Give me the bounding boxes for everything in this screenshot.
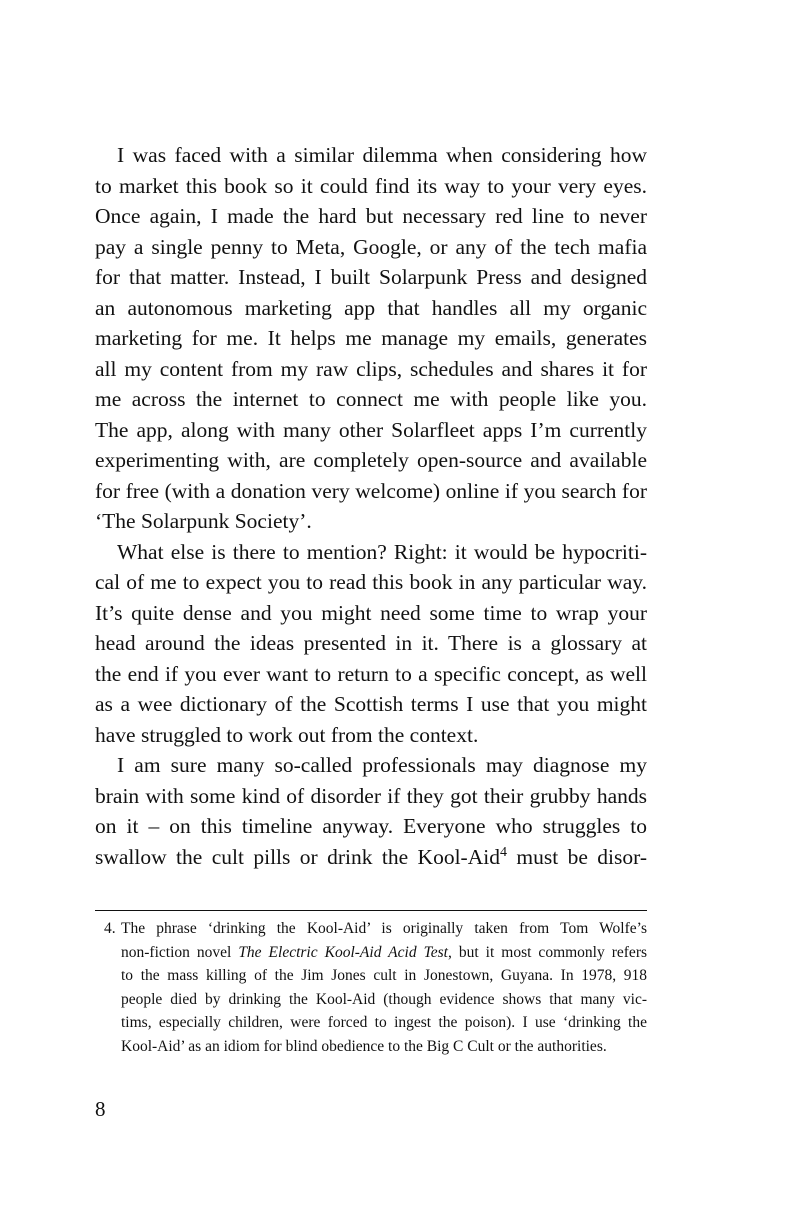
footnote-reference: 4 xyxy=(499,844,507,860)
paragraph-line: an autonomous marketing app that handles all my organic xyxy=(95,295,647,320)
paragraph-line: head around the ideas presented in it. There is a glossary at xyxy=(95,631,647,655)
footnote-text: non-fiction novel xyxy=(121,943,239,961)
paragraph-line: I was faced with a similar dilemma when considering how xyxy=(117,143,647,167)
paragraph-line: for free (with a donation very welcome) online if you search for xyxy=(95,478,647,503)
paragraph-line: marketing for me. It helps me manage my emails, generates xyxy=(95,326,647,350)
paragraph-line: Once again, I made the hard but necessary red line to never xyxy=(95,204,647,228)
footnote-divider xyxy=(95,910,647,911)
line-text: must be disor- xyxy=(516,844,648,869)
paragraph-line: ‘The Solarpunk Society’. xyxy=(95,509,312,533)
paragraph-line: brain with some kind of disorder if they got their grubby hands xyxy=(95,783,647,808)
footnote-line: tims, especially children, were forced to ingest the poison). I use ‘drinking the xyxy=(121,1014,647,1031)
paragraph-line: on it – on this timeline anyway. Everyone who struggles to xyxy=(95,814,647,838)
book-title: The Electric Kool-Aid Acid Test xyxy=(238,943,448,961)
line-text: swallow the cult pills or drink the Kool-Aid xyxy=(95,844,500,869)
footnote-line xyxy=(104,941,647,965)
footnote-text: The phrase ‘drinking the Kool-Aid’ is originally taken from Tom Wolfe’s xyxy=(121,920,647,937)
paragraph-line: me across the internet to connect me with people like you. xyxy=(95,387,647,411)
paragraph-line xyxy=(95,842,647,873)
paragraph-line: pay a single penny to Meta, Google, or any of the tech mafia xyxy=(95,234,647,259)
paragraph-line: all my content from my raw clips, schedules and shares it for xyxy=(95,356,647,381)
footnote-number: 4. xyxy=(104,920,116,937)
body-text xyxy=(95,140,647,872)
footnote-line: Kool-Aid’ as an idiom for blind obedience to the Big C Cult or the authorities. xyxy=(121,1037,607,1055)
paragraph-line: I am sure many so-called professionals may diagnose my xyxy=(117,753,647,777)
paragraph-line: for that matter. Instead, I built Solarpunk Press and designed xyxy=(95,265,647,289)
paragraph-line: cal of me to expect you to read this book in any particular way. xyxy=(95,570,647,594)
paragraph-line: to market this book so it could find its way to your very eyes. xyxy=(95,173,647,198)
footnote-line xyxy=(104,917,647,941)
footnote xyxy=(104,917,647,1058)
paragraph-line: What else is there to mention? Right: it would be hypocriti- xyxy=(117,539,647,564)
footnote-line: to the mass killing of the Jim Jones cult in Jonestown, Guyana. In 1978, 918 xyxy=(121,967,647,984)
paragraph-line: experimenting with, are completely open-source and available xyxy=(95,448,647,472)
page-number: 8 xyxy=(95,1097,106,1121)
paragraph-line: It’s quite dense and you might need some time to wrap your xyxy=(95,600,647,625)
footnote-text: , but it most commonly refers xyxy=(448,943,648,961)
paragraph-line: The app, along with many other Solarfleet apps I’m currently xyxy=(95,417,647,442)
paragraph-line: as a wee dictionary of the Scottish terms I use that you might xyxy=(95,692,647,716)
footnote-line: people died by drinking the Kool-Aid (though evidence shows that many vic- xyxy=(121,990,647,1008)
paragraph-line: the end if you ever want to return to a specific concept, as well xyxy=(95,661,647,686)
paragraph-line: have struggled to work out from the context. xyxy=(95,722,479,747)
